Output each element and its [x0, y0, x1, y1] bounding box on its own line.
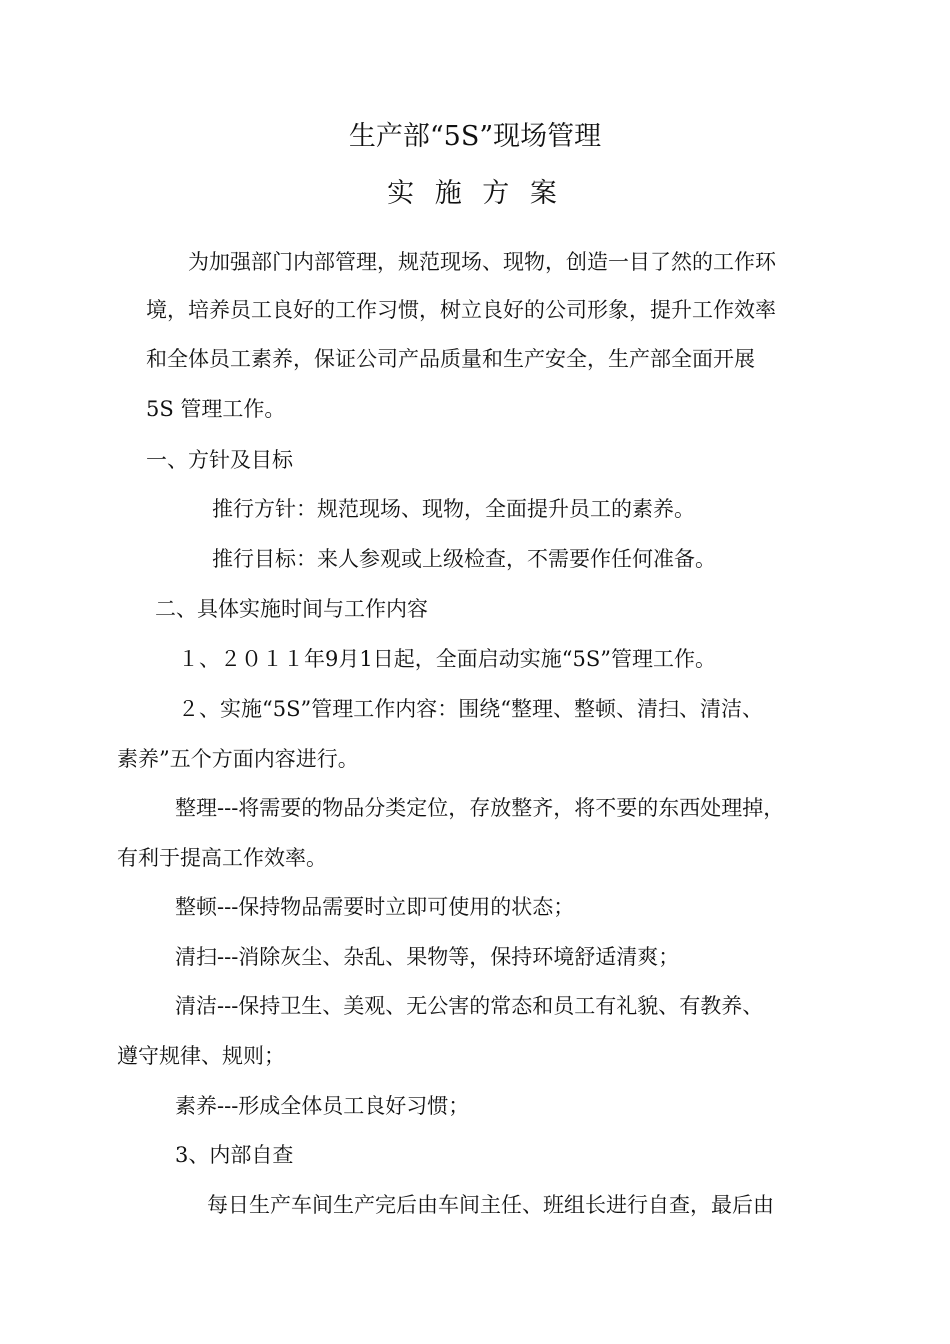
- document-title: 生产部“5S”现场管理: [348, 121, 602, 152]
- intro-line-3: 和全体员工素养，保证公司产品质量和生产安全，生产部全面开展: [146, 347, 755, 371]
- seiton-line: 整顿---保持物品需要时立即可使用的状态；: [175, 895, 575, 919]
- section2-item1: １、２０１１年9月1日起，全面启动实施“5S”管理工作。: [178, 647, 716, 671]
- section1-goal: 推行目标：来人参观或上级检查，不需要作任何准备。: [212, 547, 716, 571]
- seiketsu-line2: 遵守规律、规则；: [117, 1044, 285, 1068]
- seiri-line1: 整理---将需要的物品分类定位，存放整齐，将不要的东西处理掉，: [175, 796, 785, 820]
- section1-heading: 一、方针及目标: [146, 448, 293, 472]
- section2-heading: 二、具体实施时间与工作内容: [155, 597, 428, 621]
- document-subtitle: 实 施 方 案: [387, 178, 563, 209]
- section2-item3-body: 每日生产车间生产完后由车间主任、班组长进行自查，最后由: [207, 1193, 774, 1217]
- section2-item2-line1: ２、实施“5S”管理工作内容：围绕“整理、整顿、清扫、清洁、: [178, 697, 763, 721]
- seiri-line2: 有利于提高工作效率。: [117, 846, 327, 870]
- section1-policy: 推行方针：规范现场、现物，全面提升员工的素养。: [212, 497, 695, 521]
- intro-line-4: 5S 管理工作。: [146, 397, 286, 421]
- seiketsu-line1: 清洁---保持卫生、美观、无公害的常态和员工有礼貌、有教养、: [175, 994, 764, 1018]
- intro-line-2: 境，培养员工良好的工作习惯，树立良好的公司形象，提升工作效率: [146, 298, 776, 322]
- intro-line-1: 为加强部门内部管理，规范现场、现物，创造一目了然的工作环: [188, 250, 776, 274]
- shitsuke-line: 素养---形成全体员工良好习惯；: [175, 1094, 470, 1118]
- section2-item3: 3、内部自查: [175, 1143, 294, 1167]
- section2-item2-line2: 素养”五个方面内容进行。: [117, 747, 359, 771]
- seiso-line: 清扫---消除灰尘、杂乱、果物等，保持环境舒适清爽；: [175, 945, 680, 969]
